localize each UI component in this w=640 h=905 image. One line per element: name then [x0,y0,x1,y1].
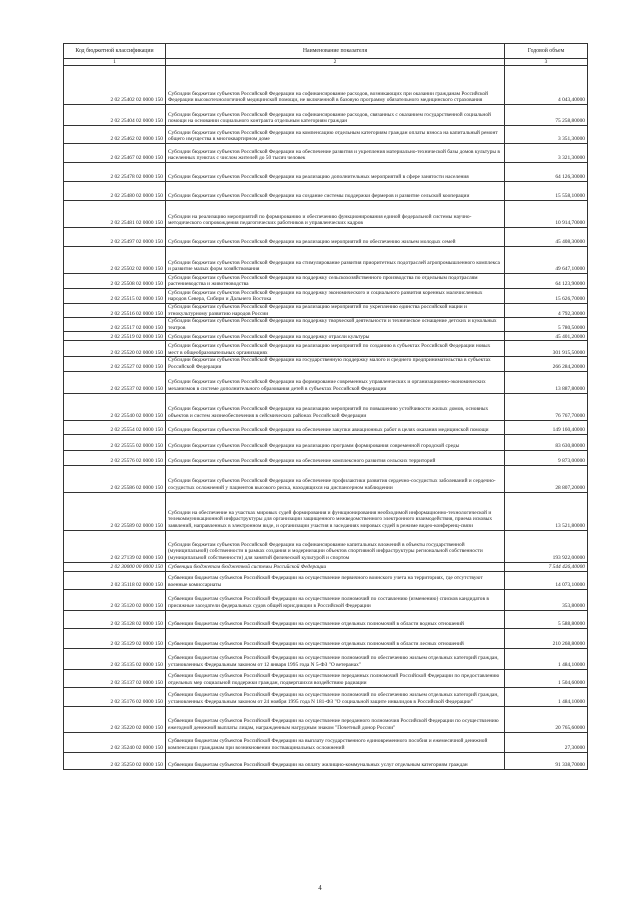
row-name: Субвенции бюджетам субъектов Российской Федерации на осуществление отдельных полномочий в области лесных отношений [166,628,505,648]
row-amount: 10 914,70000 [505,201,588,228]
row-amount: 13 521,80000 [505,492,588,530]
row-name: Субвенции бюджетам субъектов Российской Федерации на выплату государственного единовременного пособия и ежемесячной денежной компенсации гражданам при возникновении поствакцинальных осложнений [166,732,505,752]
table-row [64,228,588,247]
row-name: Субсидии бюджетам субъектов Российской Федерации на софинансирование расходов, возникающих при оказании гражданам Российской Федерации высокотехнологичной медицинской помощи, не включенной в базовую программу обязательного медицинского страхования [166,66,505,105]
table-row [64,163,588,182]
row-code: 2 02 25527 02 0000 150 [64,357,166,371]
table-row [64,434,588,450]
row-amount: 91 338,70000 [505,752,588,769]
page-number: 4 [318,884,322,892]
row-amount: 49 647,10000 [505,247,588,274]
row-code: 2 02 25520 02 0000 150 [64,341,166,357]
row-amount: 149 160,40000 [505,420,588,434]
row-name: Субсидии бюджетам субъектов Российской Федерации на обеспечение профилактики развития сердечно-сосудистых заболеваний и сердечно-сосудистых осложнений у пациентов высокого риска, находящихся на диспансерном наблюдении [166,465,505,492]
table-row [64,492,588,530]
row-name: Субсидии бюджетам субъектов Российской Федерации на формирование современных управленческих и организационно-экономических механизмов в системе дополнительного образования детей в субъектах Российской Федерации [166,371,505,393]
row-code: 2 02 25519 02 0000 150 [64,332,166,341]
row-name: Субвенции бюджетам субъектов Российской Федерации на осуществление переданных полномочий Российской Федерации по предоставлению отдельных мер социальной поддержки граждан, подвергшихся воздействию радиации [166,669,505,687]
row-code: 2 02 35135 02 0000 150 [64,648,166,669]
row-name: Субсидии бюджетам субъектов Российской Федерации на государственную поддержку малого и среднего предпринимательства в субъектах Российской Федерации [166,357,505,371]
table-row [64,562,588,571]
row-name: Субвенции бюджетам субъектов Российской Федерации на осуществление полномочий по обеспечению жильем отдельных категорий граждан, установленных Федеральным законом от 12 января 1995 года N 5-ФЗ "О ветеранах" [166,648,505,669]
row-name: Субсидии бюджетам субъектов Российской Федерации на реализацию программ формирования современной городской среды [166,434,505,450]
row-code: 2 02 25555 02 0000 150 [64,434,166,450]
row-amount: 28 807,20000 [505,465,588,492]
row-name: Субсидии бюджетам субъектов Российской Федерации на софинансирование капитальных вложений в объекты государственной (муниципальной) собственности в рамках создания и модернизации объектов спортивной инфраструктуры региональной собственности (муниципальной собственности) для занятий физической культурой и спортом [166,530,505,562]
row-amount: 64 126,30000 [505,163,588,182]
header-amount: Годовой объем [505,44,588,59]
table-row [64,201,588,228]
header-code: Код бюджетной классификации [64,44,166,59]
row-name: Субсидии бюджетам субъектов Российской Федерации на обеспечение развития и укрепления материально-технической базы домов культуры в населенных пунктах с числом жителей до 50 тысяч человек [166,144,505,163]
row-amount: 45 408,30000 [505,228,588,247]
table-row [64,669,588,687]
table-row [64,465,588,492]
row-amount: 1 484,10000 [505,648,588,669]
row-code: 2 02 35240 02 0000 150 [64,732,166,752]
table-row [64,450,588,465]
row-name: Субсидии бюджетам субъектов Российской Федерации на реализацию мероприятий по повышению устойчивости жилых домов, основных объектов и систем жизнеобеспечения в сейсмических районах Российской Федерации [166,393,505,420]
budget-table [63,43,588,770]
row-amount: 1 504,60000 [505,669,588,687]
row-amount: 15 558,10000 [505,182,588,201]
row-code: 2 02 25589 02 0000 150 [64,492,166,530]
row-name: Субсидии бюджетам субъектов Российской Федерации на создание системы поддержки фермеров и развитие сельской кооперации [166,182,505,201]
row-name: Субвенции бюджетам субъектов Российской Федерации на осуществление переданного полномочия Российской Федерации по осуществлению ежегодной денежной выплаты лицам, награжденным нагрудным знаком "Почетный донор России" [166,706,505,732]
table-row [64,182,588,201]
row-code: 2 02 25540 02 0000 150 [64,393,166,420]
row-name: Субвенции бюджетам субъектов Российской Федерации на осуществление полномочий по обеспечению жильем отдельных категорий граждан, установленных Федеральным законом от 24 ноября 1995 года N 181-ФЗ "О социальной защите инвалидов в Российской Федерации" [166,687,505,706]
row-amount: 76 767,70000 [505,393,588,420]
row-name: Субсидии бюджетам субъектов Российской Федерации на поддержку творческой деятельности и техническое оснащение детских и кукольных театров [166,318,505,332]
row-name: Субвенции бюджетам субъектов Российской Федерации на оплату жилищно-коммунальных услуг отдельным категориям граждан [166,752,505,769]
table-row [64,628,588,648]
header-name: Наименование показателя [166,44,505,59]
table-row [64,571,588,589]
table-row [64,289,588,304]
row-amount: 5 780,50000 [505,318,588,332]
row-amount: 301 915,50000 [505,341,588,357]
table-row [64,318,588,332]
row-amount: 27,30000 [505,732,588,752]
row-code: 2 02 25517 02 0000 150 [64,318,166,332]
table-row [64,706,588,732]
row-name: Субсидии бюджетам субъектов Российской Федерации на поддержку сельскохозяйственного производства по отдельным подотраслям растениеводства и животноводства [166,274,505,289]
row-amount: 13 887,80000 [505,371,588,393]
row-amount: 353,80000 [505,589,588,610]
table-row [64,371,588,393]
row-amount: 3 321,30000 [505,144,588,163]
row-name: Субсидии бюджетам субъектов Российской Федерации на реализацию мероприятий по созданию в субъектах Российской Федерации новых мест в общеобразовательных организациях [166,341,505,357]
row-code: 2 02 35220 02 0000 150 [64,706,166,732]
row-name: Субсидии бюджетам субъектов Российской Федерации на стимулирование развития приоритетных подотраслей агропромышленного комплекса и развитие малых форм хозяйствования [166,247,505,274]
row-code: 2 02 25516 02 0000 150 [64,304,166,318]
row-amount: 266 284,20000 [505,357,588,371]
column-number-3: 3 [505,59,588,66]
row-amount: 20 765,60000 [505,706,588,732]
row-amount: 7 544 426,40000 [505,562,588,571]
row-name: Субсидии бюджетам субъектов Российской Федерации на обеспечение закупки авиационных работ в целях оказания медицинской помощи [166,420,505,434]
row-name: Субвенции бюджетам бюджетной системы Российской Федерации [166,562,505,571]
row-amount: 15 626,70000 [505,289,588,304]
row-amount: 1 484,10000 [505,687,588,706]
row-code: 2 02 35118 02 0000 150 [64,571,166,589]
table-row [64,274,588,289]
row-code: 2 02 25508 02 0000 150 [64,274,166,289]
row-code: 2 02 25467 02 0000 150 [64,144,166,163]
table-row [64,357,588,371]
row-name: Субсидии бюджетам субъектов Российской Федерации на реализацию мероприятий по обеспечению жильем молодых семей [166,228,505,247]
column-number-2: 2 [166,59,505,66]
table-row [64,732,588,752]
table-row [64,144,588,163]
row-amount: 45 401,20000 [505,332,588,341]
row-code: 2 02 25586 02 0000 150 [64,465,166,492]
row-name: Субвенции бюджетам субъектов Российской Федерации на осуществление первичного воинского учета на территориях, где отсутствуют военные комиссариаты [166,571,505,589]
table-row [64,105,588,126]
row-code: 2 02 35137 02 0000 150 [64,669,166,687]
row-amount: 210 268,80000 [505,628,588,648]
row-amount: 14 073,10000 [505,571,588,589]
table-row [64,752,588,769]
row-amount: 4 792,30000 [505,304,588,318]
row-amount: 75 258,80000 [505,105,588,126]
row-code: 2 02 25537 02 0000 150 [64,371,166,393]
row-code: 2 02 25478 02 0000 150 [64,163,166,182]
row-name: Субсидии бюджетам субъектов Российской Федерации на реализацию дополнительных мероприятий в сфере занятости населения [166,163,505,182]
column-number-row [64,59,588,66]
table-row [64,393,588,420]
row-code: 2 02 35128 02 0000 150 [64,610,166,628]
row-amount: 5 588,80000 [505,610,588,628]
row-amount: 193 922,00000 [505,530,588,562]
table-row [64,420,588,434]
row-name: Субсидии бюджетам субъектов Российской Федерации на софинансирование расходов, связанных с оказанием государственной социальной помощи на основании социального контракта отдельным категориям граждан [166,105,505,126]
table-header-row [64,44,588,59]
row-code: 2 02 25554 02 0000 150 [64,420,166,434]
row-code: 2 02 25480 02 0000 150 [64,182,166,201]
table-row [64,589,588,610]
row-name: Субсидии бюджетам субъектов Российской Федерации на обеспечение комплексного развития сельских территорий [166,450,505,465]
table-row [64,687,588,706]
table-row [64,247,588,274]
row-code: 2 02 35129 02 0000 150 [64,628,166,648]
row-amount: 3 351,30000 [505,126,588,144]
row-name: Субсидии бюджетам субъектов Российской Федерации на поддержку экономического и социального развития коренных малочисленных народов Севера, Сибири и Дальнего Востока [166,289,505,304]
row-code: 2 02 35176 02 0000 150 [64,687,166,706]
row-amount: 4 043,40000 [505,66,588,105]
row-code: 2 02 25502 02 0000 150 [64,247,166,274]
row-code: 2 02 35250 02 0000 150 [64,752,166,769]
row-name: Субвенции бюджетам субъектов Российской Федерации на осуществление полномочий по составлению (изменению) списков кандидатов в присяжные заседатели федеральных судов общей юрисдикции в Российской Федерации [166,589,505,610]
table-row [64,304,588,318]
row-code: 2 02 25402 02 0000 150 [64,66,166,105]
row-code: 2 02 25462 02 0000 150 [64,126,166,144]
row-amount: 64 123,90000 [505,274,588,289]
row-name: Субсидии бюджетам субъектов Российской Федерации на компенсацию отдельным категориям граждан оплаты взноса на капитальный ремонт общего имущества в многоквартирном доме [166,126,505,144]
table-row [64,341,588,357]
row-code: 2 02 30000 00 0000 150 [64,562,166,571]
table-row [64,648,588,669]
row-code: 2 02 25576 02 0000 150 [64,450,166,465]
row-name: Субсидии бюджетам субъектов Российской Федерации на реализацию мероприятий по укреплению единства российской нации и этнокультурному развитию народов России [166,304,505,318]
table-row [64,530,588,562]
table-row [64,332,588,341]
row-name: Субсидии на реализацию мероприятий по формированию и обеспечению функционирования единой федеральной системы научно-методического сопровождения педагогических работников и управленческих кадров [166,201,505,228]
row-code: 2 02 25481 02 0000 150 [64,201,166,228]
table-row [64,126,588,144]
row-code: 2 02 25515 02 0000 150 [64,289,166,304]
column-number-1: 1 [64,59,166,66]
row-code: 2 02 25404 02 0000 150 [64,105,166,126]
row-amount: 83 630,80000 [505,434,588,450]
row-code: 2 02 25497 02 0000 150 [64,228,166,247]
row-name: Субвенции бюджетам субъектов Российской Федерации на осуществление отдельных полномочий в области водных отношений [166,610,505,628]
row-name: Субсидии бюджетам субъектов Российской Федерации на поддержку отрасли культуры [166,332,505,341]
table-row [64,66,588,105]
table-row [64,610,588,628]
row-code: 2 02 35120 02 0000 150 [64,589,166,610]
row-amount: 9 873,00000 [505,450,588,465]
row-code: 2 02 27139 02 0000 150 [64,530,166,562]
row-name: Субсидии на обеспечение на участках мировых судей формирования и функционирования необходимой информационно-технологической и телекоммуникационной инфраструктуры для организации защищенного межведомственного электронного взаимодействия, приема исковых заявлений, направленных в электронном виде, и организации участия в заседаниях мировых судей в режиме видео-конференц-связи [166,492,505,530]
